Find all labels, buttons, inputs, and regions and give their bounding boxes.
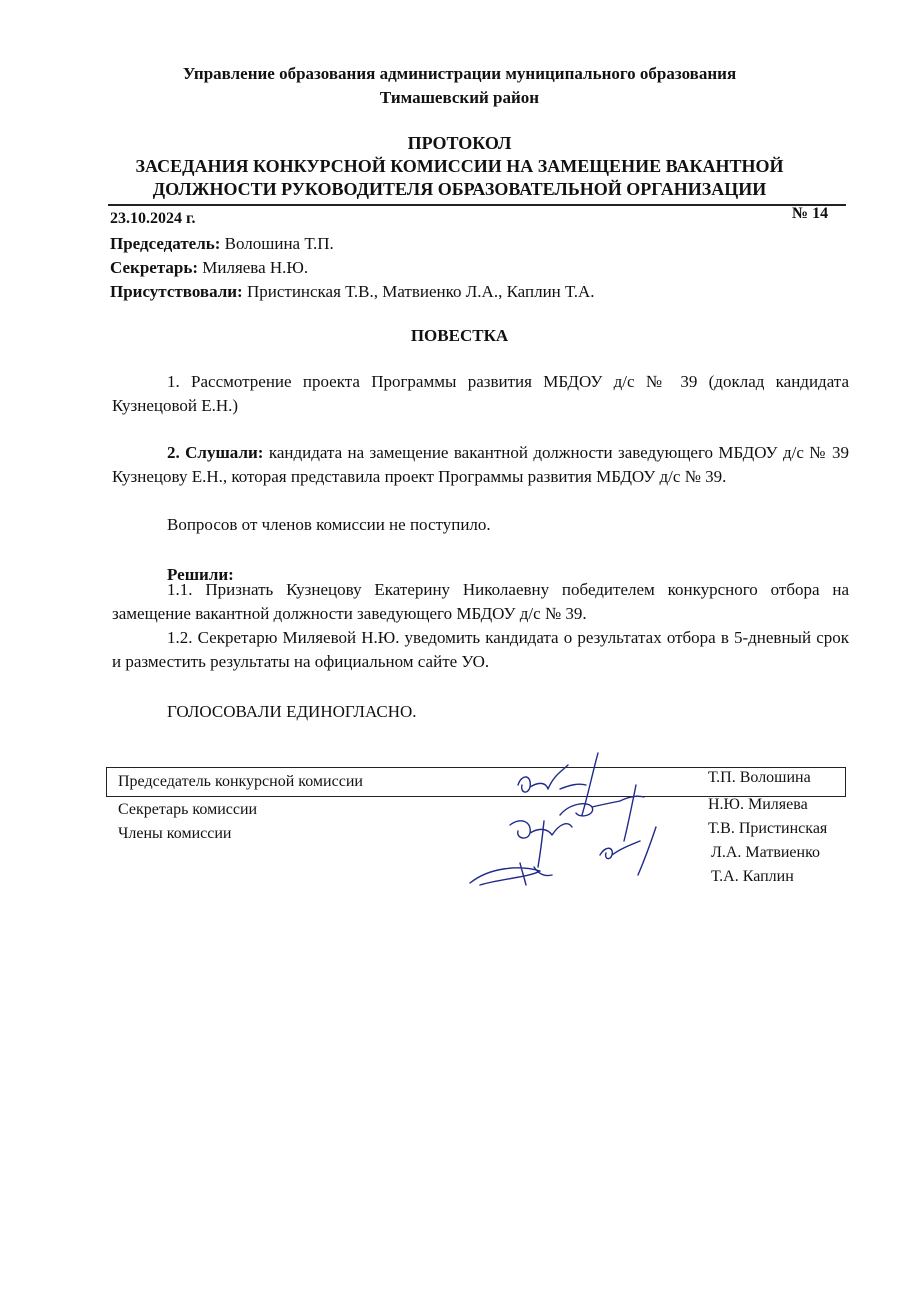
present-value: Пристинская Т.В., Матвиенко Л.А., Каплин Т.А.: [242, 282, 595, 301]
decision-item-1: 1.1. Признать Кузнецову Екатерину Николаевну победителем конкурсного отбора на замещение вакантной должности заведующего МБДОУ д/с № 39.: [112, 580, 849, 623]
title-line-3: ДОЛЖНОСТИ РУКОВОДИТЕЛЯ ОБРАЗОВАТЕЛЬНОЙ ОРГАНИЗАЦИИ: [152, 179, 767, 199]
chair-role: Председатель конкурсной комиссии: [118, 773, 363, 790]
listened-label: 2. Слушали:: [167, 443, 264, 462]
signatory-name-1: Т.П. Волошина: [708, 769, 811, 786]
organization-header: [0, 62, 919, 110]
signatory-name-3: Т.В. Пристинская: [708, 820, 828, 837]
secretary-label: Секретарь:: [110, 258, 198, 277]
signatory-name-2: Н.Ю. Миляева: [708, 796, 808, 813]
protocol-date: 23.10.2024 г.: [110, 210, 196, 227]
signature-secretary: [560, 785, 644, 841]
questions-line: Вопросов от членов комиссии не поступило.: [167, 515, 491, 534]
members-role: Члены комиссии: [118, 825, 232, 842]
listened-paragraph: [112, 441, 849, 489]
handwritten-signatures: [460, 745, 680, 895]
decided-label: Решили:: [167, 565, 234, 584]
org-line-1: Управление образования администрации муниципального образования: [182, 64, 737, 83]
signatory-name-5: Т.А. Каплин: [711, 868, 794, 885]
document-title: [0, 132, 919, 201]
present-line: [110, 280, 595, 304]
chair-line: [110, 232, 334, 256]
vote-result: ГОЛОСОВАЛИ ЕДИНОГЛАСНО.: [167, 702, 417, 721]
title-line-2: ЗАСЕДАНИЯ КОНКУРСНОЙ КОМИССИИ НА ЗАМЕЩЕНИЕ ВАКАНТНОЙ: [135, 156, 784, 176]
agenda-item-1: 1. Рассмотрение проекта Программы развития МБДОУ д/с № 39 (доклад кандидата Кузнецовой Е.Н.): [112, 372, 849, 415]
title-line-1: ПРОТОКОЛ: [407, 133, 512, 153]
signature-chair: [518, 753, 598, 815]
chair-value: Волошина Т.П.: [220, 234, 334, 253]
title-divider: [108, 204, 846, 206]
signature-member-3: [470, 863, 552, 885]
signatory-name-4: Л.А. Матвиенко: [711, 844, 821, 861]
secretary-line: [110, 256, 308, 280]
chair-label: Председатель:: [110, 234, 221, 253]
present-label: Присутствовали:: [110, 282, 243, 301]
listened-text: кандидата на замещение вакантной должности заведующего МБДОУ д/с № 39 Кузнецову Е.Н., которая представила проект Программы развития МБДОУ д/с № 39.: [112, 443, 849, 486]
agenda-heading: ПОВЕСТКА: [410, 326, 509, 345]
secretary-value: Миляева Н.Ю.: [198, 258, 309, 277]
protocol-number: № 14: [792, 205, 829, 222]
org-line-2: Тимашевский район: [379, 88, 540, 107]
secretary-role: Секретарь комиссии: [118, 801, 258, 818]
decision-item-2: 1.2. Секретарю Миляевой Н.Ю. уведомить кандидата о результатах отбора в 5-дневный срок и разместить результаты на официальном сайте УО.: [112, 628, 849, 671]
signature-member-2: [600, 827, 656, 875]
signature-member-1: [510, 821, 572, 867]
